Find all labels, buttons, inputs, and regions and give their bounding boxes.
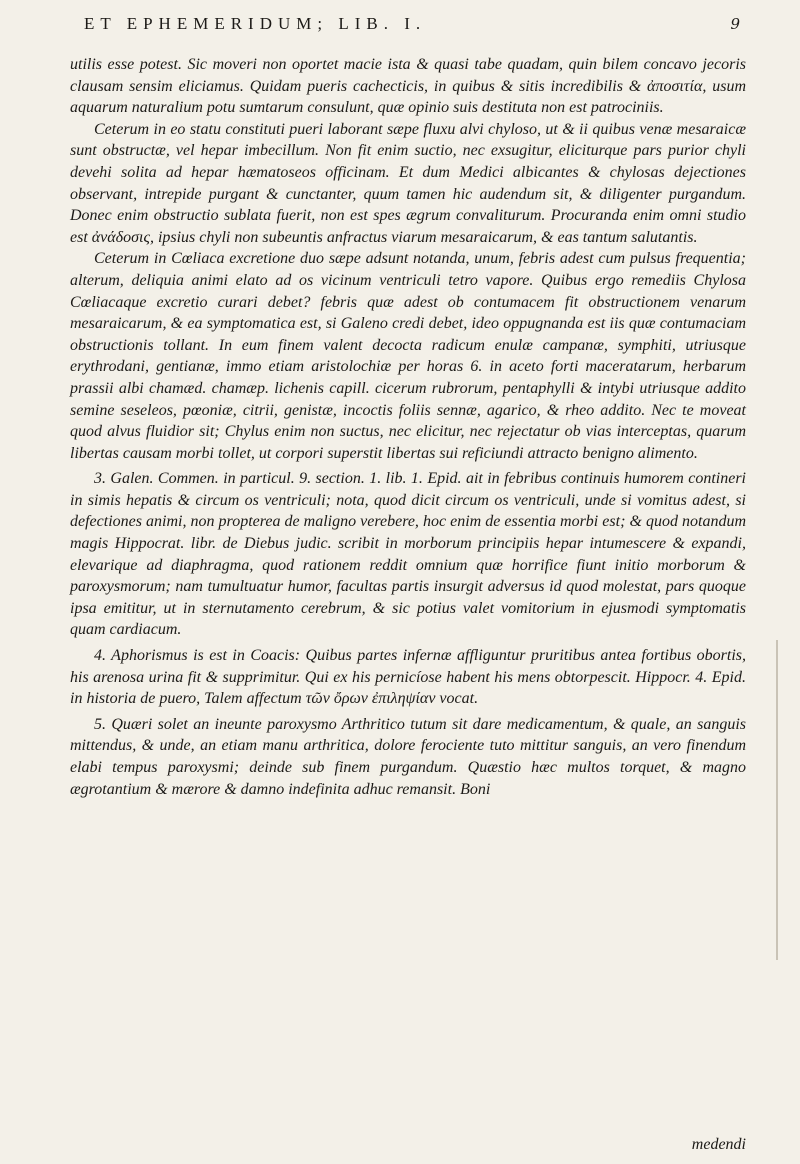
margin-ink-mark — [776, 640, 778, 960]
catchword: medendi — [691, 1136, 746, 1153]
paragraph-coeliac-excretion: Ceterum in Cœliaca excretione duo sæpe adsunt notanda, unum, febris adest cum pulsus frequentia; alterum, deliquia animi elato ad os vicinum ventriculi tetro vapore. Quibus ergo remediis Chylosa Cœliacaque excretio curari debet? febris quæ adest ob contumacem fit obstructionem venarum mesaraicarum, & ea symptomatica est, si Galeno credi debet, ideo oppugnanda est iis quæ contumaciam obstructionis tollant. In eum finem valent decocta radicum enulæ campanæ, symphiti, utriusque erythrodani, gentianæ, immo etiam aristolochiæ per horas 6. in aceto forti maceratarum, herbarum prassii albi chamæd. chamæp. lichenis capill. cicerum rubrorum, pentaphylli & intybi utriusque addito semine seseleos, pœoniæ, citrii, genistæ, incoctis foliis sennæ, agarico, & rheo addito. Nec te moveat quod alvus fluidior sit; Chylus enim non suctus, nec elicitur, nec rejectatur ob vias interceptas, quarum libertas causam morbi tollet, ut corpori superstit libertas sui reficiundi attracto benigno alimento. — [70, 250, 746, 462]
note-5-arthritic: 5. Quæri solet an ineunte paroxysmo Arthritico tutum sit dare medicamentum, & quale, an sanguis mittendus, & unde, an etiam manu arthritica, dolore ferociente tuto mittitur sanguis, an vero finendum elabi tempus paroxysmi; deinde sub finem purgandum. Quæstio hæc multos torquet, & magno ægrotantium & mærore & damno indefinita adhuc remansit. Boni — [70, 715, 746, 798]
paragraph-chylous-flux: Ceterum in eo statu constituti pueri laborant sæpe fluxu alvi chyloso, ut & ii quibus venæ mesaraicæ sunt obstructæ, vel hepar imbecillum. Non fit enim suctio, nec exsugitur, eliciturque pars purior chyli devehi solita ad hepar hæmatoseos officinam. Et dum Medici albicantes & chylosas dejectiones observant, intrepide purgant & cunctanter, quum tamen hic audendum sit, & diligenter purgandum. Donec enim obstructio sublata fuerit, non est spes ægrum convaliturum. Procuranda enim omni studio est ἀνάδοσις, ipsius chyli non subeuntis anfractus viarum mesaraicarum, & eas tantum salutantis. — [70, 120, 746, 246]
running-head: ET EPHEMERIDUM; LIB. I. — [84, 14, 427, 33]
paragraph-continuation: utilis esse potest. Sic moveri non oportet macie ista & quasi tabe quadam, quin bilem concavo jecoris clausam sensim eliciamus. Quidam pueris cachecticis, in quibus & sitis incredibilis & ἀποσιτία, usum aquarum naturalium potu sumtarum consulunt, quæ opinio suis destituta non est patrociniis. — [70, 56, 746, 117]
page-header — [70, 14, 746, 48]
note-3-galen: 3. Galen. Commen. in particul. 9. section. 1. lib. 1. Epid. ait in febribus continuis humorem contineri in simis hepatis & circum os ventriculi; nota, quod dicit circum os ventriculi, unde si vomitus adest, si defectiones animi, non propterea de maligno verebere, hoc enim de essentia morbi est; & quod notandum magis Hippocrat. libr. de Diebus judic. scribit in morborum principiis hepar intumescere & expandi, elevarique ad diaphragma, quod rationem reddit omnium quæ horrifice fiunt initio morborum & paroxysmorum; nam tumultuatur humor, facultas partis insurgit adversus id quod molestat, pars quoque ipsa emititur, ut in sternutamento cerebrum, & sic potius valet vomitorium in ejusmodi symptomatis quam cardiacum. — [70, 470, 746, 639]
note-4-aphorism: 4. Aphorismus is est in Coacis: Quibus partes infernæ affliguntur pruritibus antea fortibus obortis, his arenosa urina fit & supprimitur. Qui ex his pernicíose habent his mens obtorpescit. Hippocr. 4. Epid. in historia de puero, Talem affectum τῶν ὄρων ἐπιληψίαν vocat. — [70, 647, 746, 708]
page-number: 9 — [730, 15, 740, 33]
body-text — [70, 54, 746, 800]
